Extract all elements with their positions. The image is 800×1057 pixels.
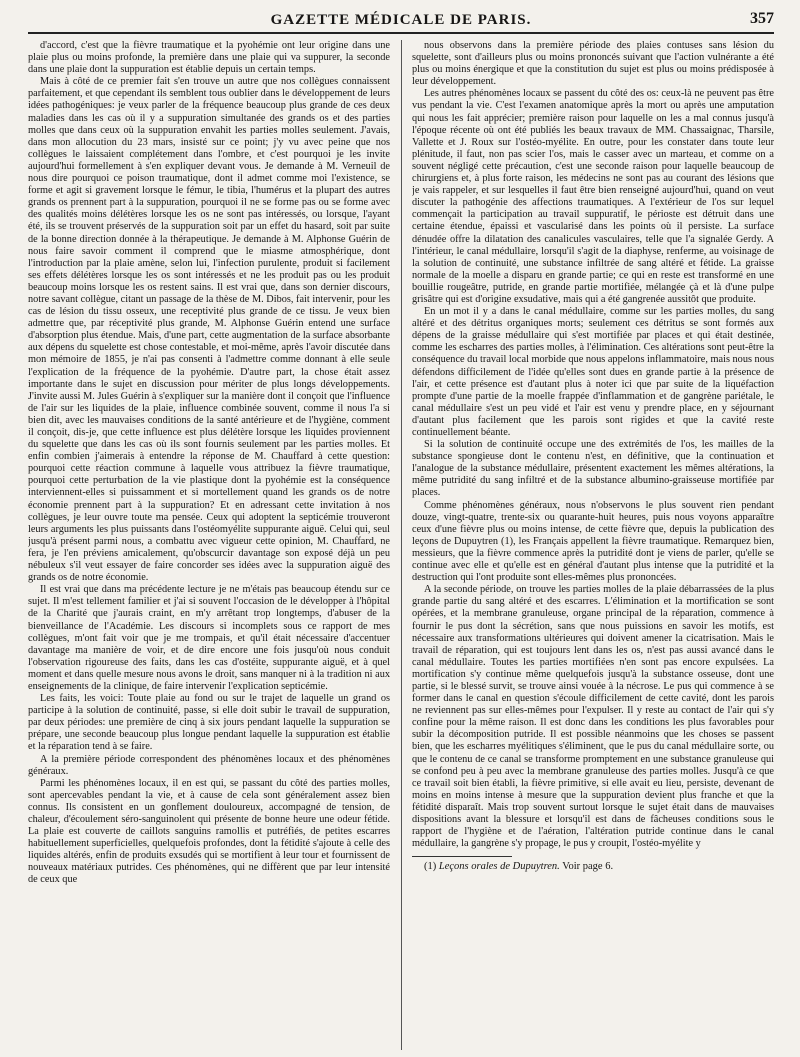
paragraph: Parmi les phénomènes locaux, il en est qui, se passant du côté des parties molles, sont apercevables pendant la vie, et à cause de cela sont généralement assez bien connus. Ils consistent en un gonflement douloureux, accompagné de tension, de chaleur, d'écoulement séro-sanguinolent qui présente de bonne heure une odeur fétide. La plaie est couverte de caillots sanguins ramollis et putréfiés, de petites escarres habituellement superficielles, quelquefois profondes, dont la fétidité s'ajoute à celle des liquides altérés, enfin de produits exsudés qui se mortifient à leur tour et fournissent de nouveaux matériaux putrides. Ces phénomènes, qui ne diffèrent que par leur intensité de ceux que (28, 777, 390, 886)
paragraph: En un mot il y a dans le canal médullaire, comme sur les parties molles, du sang altéré et des détritus organiques morts; seulement ces détritus se sont formés aux dépens de la graisse médullaire qui s'est mortifiée par places et qui était destinée, comme les escharres des parties molles, à l'élimination. Ces altérations sont peut-être la conséquence du travail local morbide que nous appelons inflammatoire, mais nous nous défendons difficilement de l'idée qu'elles sont dues en grande partie à la présence de l'air, et cette présence est d'autant plus à noter ici que par suite de la liquéfaction prompte d'une partie de la moelle frappée d'inflammation et de gangrène pariétale, le canal médullaire s'est un peu vidé et l'air est venu y prendre place, en y séjournant d'autant plus facilement que les parois sont rigides et que la cavité reste continuellement béante. (412, 306, 774, 438)
left-column (28, 40, 390, 1050)
paragraph: Les faits, les voici: Toute plaie au fond ou sur le trajet de laquelle un grand os participe à la solution de continuité, passe, si elle doit subir le travail de suppuration, par deux périodes: une première de cinq à six jours pendant laquelle la suppuration se prépare, une seconde beaucoup plus longue pendant laquelle la suppuration est établie et la réparation tend à se faire. (28, 693, 390, 753)
right-column (412, 40, 774, 1050)
paragraph: Les autres phénomènes locaux se passent du côté des os: ceux-là ne peuvent pas être vus pendant la vie. C'est l'examen anatomique après la mort ou après une amputation qui nous les fait apprécier; première raison pour laquelle on les a mal connus jusqu'à l'époque récente où ont été publiés les beaux travaux de MM. Chassaignac, Tharsile, Vallette et J. Roux sur l'ostéo-myélite. En outre, pour les constater dans toute leur plénitude, il faut, non pas scier l'os, mais le casser avec un marteau, et comme on a souvent négligé cette précaution, c'est une seconde raison pour laquelle beaucoup de chirurgiens et, à plus forte raison, les médecins ne sont pas au courant des lésions que je vais rappeler, et sur lesquelles il faut être bien renseigné aujourd'hui, quand on veut discuter la pathogénie des affections traumatiques. A l'extérieur de l'os sur lequel commençait la participation au travail suppuratif, le périoste est détruit dans une certaine étendue, épaissi et vascularisé dans les points où il persiste. La surface dénudée offre la dilatation des canalicules vasculaires, telle que l'a signalée Gerdy. A l'intérieur, le canal médullaire, lorsqu'il s'agit de la diaphyse, renferme, au voisinage de la solution de continuité, une substance infiltrée de sang altéré et fétide. La graisse normale de la moelle a disparu en grande partie; ce qui en reste est transformé en une bouillie rougeâtre, putride, en grande partie mortifiée, mélangée çà et là d'une pulpe grisâtre qui est d'origine exsudative, mais qui a été gangrenée aussitôt que produite. (412, 88, 774, 305)
footnote-citation: Leçons orales de Dupuytren. (438, 861, 560, 873)
paragraph: A la première période correspondent des phénomènes locaux et des phénomènes généraux. (28, 753, 390, 777)
footnote-reference: Voir page 6. (562, 861, 614, 873)
page-header (28, 10, 774, 34)
page-number: 357 (750, 10, 774, 27)
paragraph: d'accord, c'est que la fièvre traumatique et la pyohémie ont leur origine dans une plaie plus ou moins profonde, la première dans une plaie qui va suppurer, la seconde dans une plaie dont la suppuration est établie depuis un certain temps. (28, 40, 390, 76)
footnote (412, 861, 774, 873)
paragraph: A la seconde période, on trouve les parties molles de la plaie débarrassées de la plus grande partie du sang altéré et des escarres. L'élimination et la mortification se sont opérées, et la membrane granuleuse, organe principal de la réparation, commence à fournir le pus dont la sécrétion, sans que nous puissions en savoir les motifs, est nécessaire aux transformations ultérieures qui doivent amener la cicatrisation. Mais le travail de réparation, qui est toujours lent dans les os, n'est pas aussi avancé dans le canal médullaire. Toutes les parties mortifiées n'en sont pas encore expulsées. La mortification s'y continue même quelquefois jusqu'à la substance osseuse, dont une partie, si le blessé survit, se trouve ainsi vouée à la nécrose. Le pus qui commence à se former dans le canal en question s'écoule difficilement de cette cavité, dont les parois ne reviennent pas sur elles-mêmes pour l'expulser. Il y reste au contact de l'air qui s'y confine pour la même raison. Il est donc dans les conditions les plus favorables pour subir la décomposition putride. Il est possible néanmoins que les choses se passent bien, que les escharres myélitiques s'éliminent, que le pus du canal médullaire sorte, ou que le contenu de ce canal se transforme promptement en une substance granuleuse qui se confond peu à peu avec la membrane granuleuse des parties molles. Jusqu'à ce que ce travail soit bien établi, la fièvre primitive, si elle avait eu lieu, persiste, devenant de moins en moins intense à mesure que la suppuration devient plus franche et que la fétidité disparaît. Mais trop souvent surtout lorsque le sujet était dans de mauvaises dispositions avant la blessure et lorsqu'il est dans de fâcheuses conditions sous le rapport de l'hygiène et de l'aération, l'altération putride continue dans le canal médullaire, la gangrène s'y propage, le pus y croupit, l'ostéo-myélite y (412, 584, 774, 850)
paragraph: Il est vrai que dans ma précédente lecture je ne m'étais pas beaucoup étendu sur ce sujet. Il m'est tellement familier et j'ai si souvent l'occasion de le développer à l'hôpital de la Charité que j'aurais craint, en m'y arrêtant trop longtemps, d'abuser de la bienveillance de l'Académie. Les discours si incomplets sous ce rapport de mes collègues, m'ont fait voir que je me trompais, et qu'il était nécessaire d'accentuer davantage ma manière de voir, et de dire encore une fois jusqu'où nous conduit l'observation rigoureuse des faits, dans les cas d'ostéite, suppurante aiguë, et à quel moment et dans quelle mesure nous avons le droit, sans manquer ni à la tradition ni aux enseignements de la clinique, de faire intervenir l'explication septicémie. (28, 584, 390, 692)
journal-title: GAZETTE MÉDICALE DE PARIS. (270, 12, 532, 28)
paragraph: Mais à côté de ce premier fait s'en trouve un autre que nos collègues connaissent parfaitement, et que cependant ils semblent tous oublier dans le développement de leurs idées pathogéniques: je veux parler de la fréquence beaucoup plus grande de ces deux maladies dans les cas où il y a suppuration simultanée des grands os et des parties molles que dans ceux où la suppuration envahit les parties molles seulement. J'avais, dans mon allocution du 23 mars, insisté sur ce point; j'y vu avec peine que nos collègues le laissaient complétement dans l'ombre, et c'est pourquoi je les invite aujourd'hui formellement à s'en expliquer devant vous. Je demande à M. Verneuil de nous dire pourquoi ce poison traumatique, dont il admet comme moi l'existence, se forme et agit si gravement lorsque le fémur, le tibia, l'humérus et la plupart des autres grands os prennent part à la suppuration, pourquoi il ne se forme pas ou se forme avec des qualités moins délétères lorsque les os ne sont pas intéressés, ou lorsque, l'ayant été, ils se trouvent préservés de la suppuration soit par un effet du hasard, soit par suite de la bonne direction donnée à la thérapeutique. Je demande à M. Alphonse Guérin de nous faire savoir comment il comprend que le miasme atmosphérique, dont l'introduction par la plaie amène, selon lui, l'infection purulente, produit si facilement ses effets délétères lorsque les os sont intéressés et ne les produit pas ou les produit beaucoup moins lorsque les os restent sains. Il est vrai que, dans son dernier discours, notre savant collègue, citant un passage de la thèse de M. Dibos, fait intervenir, pour les cas de lésion du tissu osseux, une receptivité plus grande de ce tissu. Je veux bien admettre que, par réceptivité plus grande, M. Alphonse Guérin entend une surface d'absorption plus étendue. Mais, d'une part, cette augmentation de la surface absorbante aux dépens du squelette est chose contestable, et moi-même, après l'avoir discutée dans mon mémoire de 1855, je n'ai pas consenti à l'admettre comme donnant à elle seule l'explication de la fréquence de la pyohémie. D'autre part, la chose était assez importante dans le sujet en discussion pour mériter de plus longs développements. J'invite aussi M. Jules Guérin à s'expliquer sur la manière dont il conçoit que l'influence de l'air sur les liquides de la plaie, influence combinée souvent, comme il nous l'a si bien dit, avec les mauvaises conditions de la santé antérieure et de l'hygiène, comment il conçoit, dis-je, que cette influence est plus délétère lorsque les liquides proviennent du squelette que dans les cas où ils sont fournis seulement par les parties molles. Et enfin combien j'aimerais à entendre la réponse de M. Chauffard à cette question: pourquoi cette réaction commune à laquelle vous attribuez la fièvre traumatique, pourquoi cette perturbation de la vie plastique dont la pyohémie est la conséquence interviennent-elles si puissamment et si mortellement quand les grands os de notre économie prennent part à la suppuration? Et en adressant cette invitation à nos collègues, je leur ouvre toute ma pensée. Ceux qui adoptent la septicémie trouveront leurs arguments les plus puissants dans l'ostéomyélite suppurante aiguë. Celui qui, seul jusqu'à présent parmi nous, a combattu avec vigueur cette opinion, M. Chauffard, ne fera, je l'en préviens amicalement, qu'obscurcir davantage son exposé déjà un peu nébuleux s'il veut essayer de faire concorder ses idées avec la suppuration aiguë des grands os de notre économie. (28, 76, 390, 584)
column-divider (401, 40, 402, 1050)
footnote-rule (412, 856, 512, 857)
text-columns (28, 40, 774, 1050)
footnote-marker: (1) (424, 861, 437, 873)
paragraph: nous observons dans la première période des plaies contuses sans lésion du squelette, sont d'ailleurs plus ou moins prononcés suivant que l'action vulnérante a été plus ou moins énergique et que la constitution du sujet est plus ou moins prédisposée à leur développement. (412, 40, 774, 88)
paragraph: Comme phénomènes généraux, nous n'observons le plus souvent rien pendant douze, vingt-quatre, trente-six ou quarante-huit heures, puis nous voyons apparaître ceux d'une fièvre plus ou moins intense, de cette fièvre que, depuis la publication des leçons de Dupuytren (1), les Français appellent la fièvre traumatique. Remarquez bien, messieurs, que la fièvre commence après la putridité dont je viens de parler, qu'elle se continue avec elle et qu'elle est en général d'autant plus intense que la putridité et la destruction qui l'ont produite sont elles-mêmes plus prononcées. (412, 499, 774, 584)
paragraph: Si la solution de continuité occupe une des extrémités de l'os, les mailles de la substance spongieuse dont le contenu n'est, en définitive, que la continuation et l'analogue de la substance médullaire, présentent exactement les mêmes altérations, la même putridité du sang infiltré et de la substance albumino-graisseuse mortifiée par places. (412, 439, 774, 499)
